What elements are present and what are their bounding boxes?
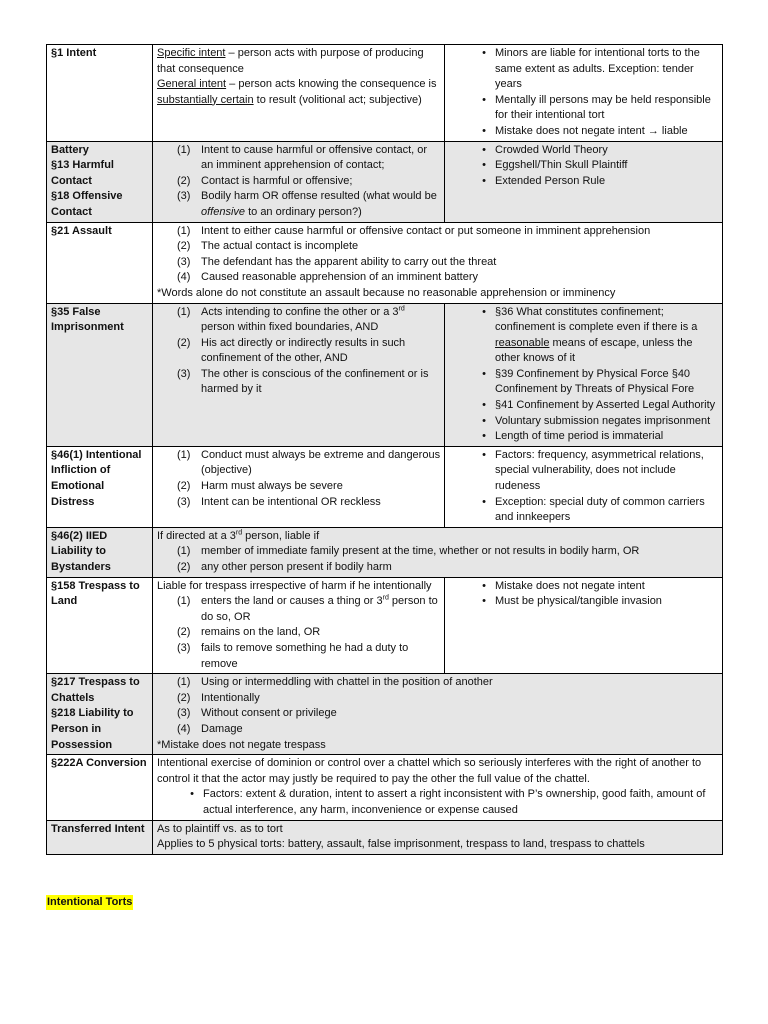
list-item: (2) The actual contact is incomplete (177, 240, 359, 253)
row-head: §217 Trespass to Chattels §218 Liability to Person in Possession (47, 674, 153, 755)
list-item: • Mentally ill persons may be held responsible for their intentional tort (482, 93, 711, 122)
list-item: • Voluntary submission negates imprisonment (482, 414, 711, 427)
list-item: (2) Harm must always be severe (177, 480, 343, 493)
row-head: Battery §13 Harmful Contact §18 Offensive Contact (47, 141, 153, 222)
battery-elements (153, 141, 445, 222)
list-item: (3) The defendant has the apparent ability to carry out the threat (177, 255, 497, 268)
list-item: (1) member of immediate family present at the time, whether or not results in bodily harm, OR (177, 545, 640, 558)
list-item: (4) Damage (177, 722, 243, 735)
specific-intent-term: Specific intent (157, 47, 226, 59)
intent-notes (445, 45, 723, 142)
iied-elements (153, 446, 445, 527)
list-item: (1) enters the land or causes a thing or 3rd person to do so, OR (177, 594, 438, 623)
row-head: §158 Trespass to Land (47, 577, 153, 674)
row-head: §222A Conversion (47, 755, 153, 820)
list-item: (2) His act directly or indirectly results in such confinement of the other, AND (177, 336, 406, 365)
list-item: (3) Intent can be intentional OR reckless (177, 495, 381, 508)
list-item: (3) Bodily harm OR offense resulted (what would be offensive to an ordinary person?) (177, 190, 437, 218)
list-item: (3) The other is conscious of the confinement or is harmed by it (177, 367, 429, 396)
list-item: (2) any other person present if bodily harm (177, 561, 392, 573)
section-label: Intentional Torts (47, 896, 133, 908)
intentional-torts-table (46, 44, 723, 855)
conversion-text: Intentional exercise of dominion or control over a chattel which so seriously interferes with the right of another to control it that the actor may justly be required to pay the other the full value of the chattel. • Factors: extent & duration, intent to assert a right inconsistent with P’s ownership, good faith, amount of actual interference, any harm, inconvenience or expense caused (153, 755, 723, 820)
list-item: • Crowded World Theory (482, 143, 608, 156)
transferred-intent-text: As to plaintiff vs. as to tort Applies to 5 physical torts: battery, assault, false imprisonment, trespass to land, trespass to chattels (153, 820, 723, 854)
list-item: (3) fails to remove something he had a duty to remove (177, 641, 409, 670)
row-battery (47, 141, 723, 222)
row-transferred-intent (47, 820, 723, 854)
iied-notes (445, 446, 723, 527)
false-imprisonment-notes (445, 303, 723, 446)
list-item: (2) remains on the land, OR (177, 626, 321, 639)
row-conversion (47, 755, 723, 820)
list-item: (2) Contact is harmful or offensive; (177, 174, 353, 187)
list-item: • §36 What constitutes confinement; confinement is complete even if there is a reasonable means of escape, unless the other knows of it (482, 305, 698, 365)
list-item: (2) Intentionally (177, 691, 260, 704)
false-imprisonment-elements (153, 303, 445, 446)
list-item: (1) Acts intending to confine the other or a 3rd person within fixed boundaries, AND (177, 304, 405, 334)
intent-definitions: Specific intent – person acts with purpose of producing that consequence General intent – person acts knowing the consequence is substantially certain to result (volitional act; subjective) (153, 45, 445, 142)
list-item: (4) Caused reasonable apprehension of an imminent battery (177, 271, 479, 284)
general-intent-term: General intent (157, 78, 227, 91)
list-item: (1) Using or intermeddling with chattel in the position of another (177, 676, 493, 689)
row-head: §21 Assault (47, 222, 153, 303)
row-head: §1 Intent (47, 45, 153, 142)
list-item: • §41 Confinement by Asserted Legal Authority (482, 399, 716, 412)
list-item: • Exception: special duty of common carriers and innkeepers (482, 495, 705, 524)
battery-notes (445, 141, 723, 222)
row-head: §46(2) IIED Liability to Bystanders (47, 527, 153, 577)
row-head: §46(1) Intentional Infliction of Emotional Distress (47, 446, 153, 527)
assault-elements (153, 222, 723, 303)
trespass-land-notes (445, 577, 723, 674)
row-false-imprisonment (47, 303, 723, 446)
row-bystanders (47, 527, 723, 577)
list-item: (3) Without consent or privilege (177, 707, 337, 720)
list-item: (1) Intent to either cause harmful or offensive contact or put someone in imminent apprehension (177, 224, 651, 237)
row-assault (47, 222, 723, 303)
list-item: • Length of time period is immaterial (482, 430, 664, 443)
list-item: • Mistake does not negate intent → liable (482, 124, 688, 137)
list-item: • Eggshell/Thin Skull Plaintiff (482, 159, 628, 172)
trespass-chattels-note: *Mistake does not negate trespass (157, 738, 326, 751)
assault-note: *Words alone do not constitute an assault because no reasonable apprehension or imminency (157, 286, 616, 299)
trespass-chattels-elements (153, 674, 723, 755)
list-item: • Extended Person Rule (482, 174, 606, 187)
list-item: • Factors: frequency, asymmetrical relations, special vulnerability, does not include rudeness (482, 448, 704, 493)
list-item: (1) Conduct must always be extreme and dangerous (objective) (177, 448, 441, 477)
row-iied (47, 446, 723, 527)
row-head: §35 False Imprisonment (47, 303, 153, 446)
list-item: (1) Intent to cause harmful or offensive contact, or an imminent apprehension of contact; (177, 143, 428, 172)
row-head: Transferred Intent (47, 820, 153, 854)
list-item: • §39 Confinement by Physical Force §40 Confinement by Threats of Physical Fore (482, 367, 695, 396)
row-intent (47, 45, 723, 142)
trespass-land-elements: Liable for trespass irrespective of harm if he intentionally (1) enters the land or causes a thing or 3rd person to do so, OR (2) remains on the land, OR (3) fails to remove something he had a duty to remove (153, 577, 445, 674)
list-item: • Mistake does not negate intent (482, 579, 645, 592)
list-item: • Must be physical/tangible invasion (482, 595, 662, 608)
row-trespass-land (47, 577, 723, 674)
list-item: • Minors are liable for intentional torts to the same extent as adults. Exception: tender years (482, 47, 700, 91)
bystanders-elements: If directed at a 3rd person, liable if (1) member of immediate family present at the time, whether or not results in bodily harm, OR (2) any other person present if bodily harm (153, 527, 723, 577)
list-item: • Factors: extent & duration, intent to assert a right inconsistent with P’s ownership, good faith, amount of actual interference, any harm, inconvenience or expense caused (190, 788, 706, 816)
row-trespass-chattels (47, 674, 723, 755)
